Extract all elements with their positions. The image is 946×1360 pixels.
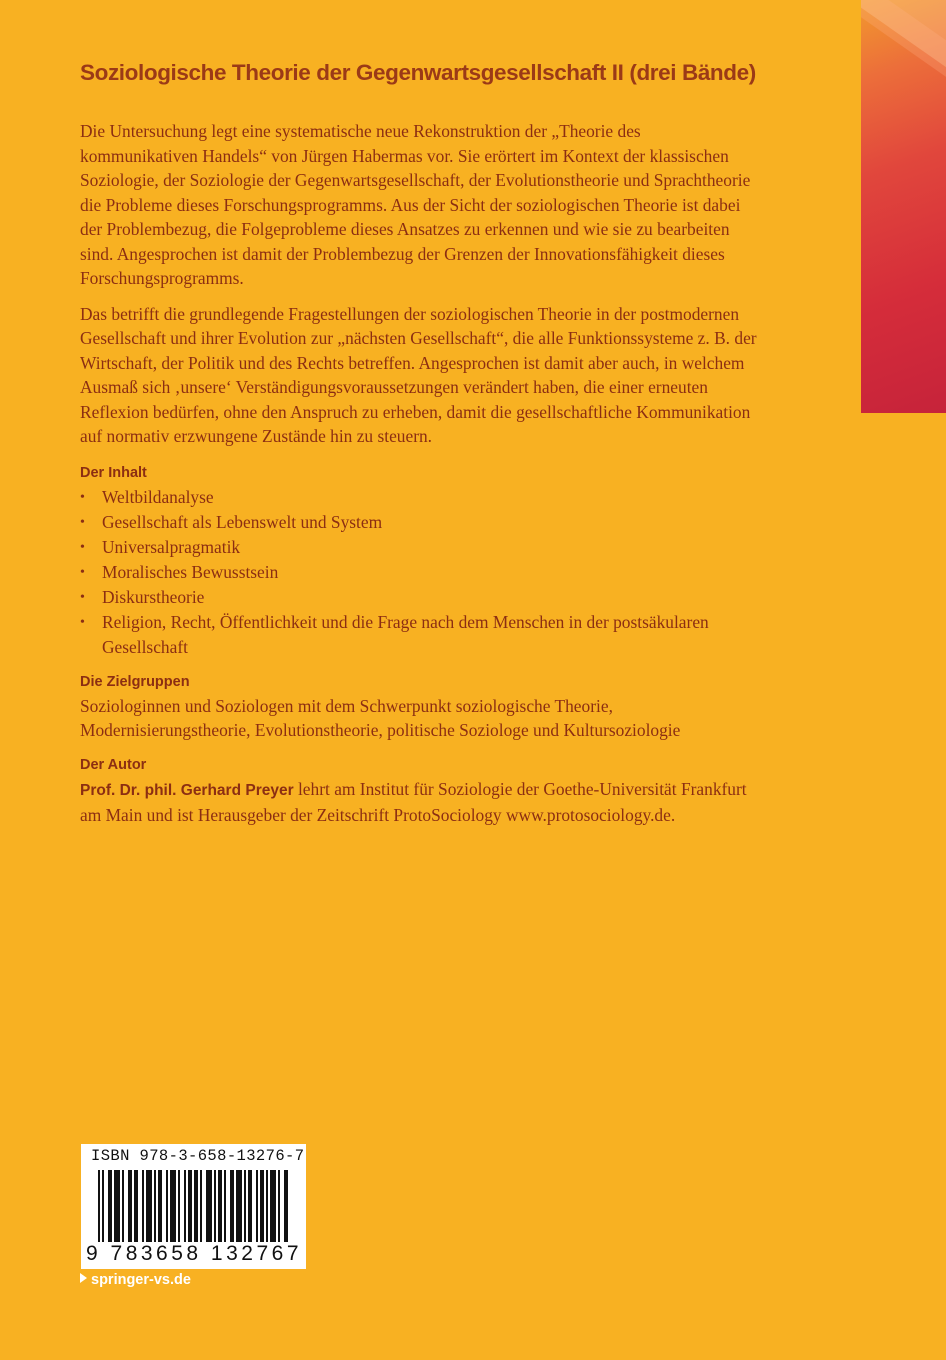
- list-item: • Moralisches Bewusstsein: [80, 560, 760, 585]
- back-cover-content: [80, 60, 760, 828]
- publisher-website[interactable]: [80, 1272, 191, 1288]
- barcode-bar: [224, 1170, 226, 1242]
- barcode-bar: [130, 1170, 132, 1242]
- barcode-bar: [250, 1170, 252, 1242]
- corner-decoration: [861, 0, 946, 413]
- barcode-bar: [240, 1170, 242, 1242]
- barcode-bar: [136, 1170, 138, 1242]
- barcode-bar: [148, 1170, 150, 1242]
- barcode-bar: [146, 1170, 148, 1242]
- intro-paragraph-2: Das betrifft die grundlegende Fragestellungen der soziologischen Theorie in der postmodernen Gesellschaft und ihrer Evolution zur „nächsten Gesellschaft“, die alle Funktionssysteme z. B. der Wirtschaft, der Politik und des Rechts betreffen. Angesprochen ist damit aber auch, in welchem Ausmaß sich ‚unsere‘ Verständigungsvoraussetzungen verändert haben, die einer erneuten Reflexion bedürfen, ohne den Anspruch zu erheben, damit die gesellschaftliche Kommunikation auf normativ erzwungene Zustände hin zu steuern.: [80, 303, 757, 446]
- barcode-bar: [278, 1170, 280, 1242]
- barcode-bar: [128, 1170, 130, 1242]
- list-item: • Universalpragmatik: [80, 535, 760, 560]
- ean-number: 9 783658 132767: [86, 1242, 302, 1265]
- list-item: • Religion, Recht, Öffentlichkeit und die Frage nach dem Menschen in der postsäkularen Gesellschaft: [80, 610, 760, 660]
- barcode-bar: [286, 1170, 288, 1242]
- barcode-bar: [194, 1170, 196, 1242]
- barcode-bar: [236, 1170, 238, 1242]
- author-bio: lehrt am Institut für Soziologie der Goethe-Universität Frankfurt am Main und ist Herausgeber der Zeitschrift ProtoSociology www.protosociology.de.: [80, 778, 747, 825]
- website-label: springer-vs.de: [91, 1272, 191, 1288]
- barcode-bar: [166, 1170, 168, 1242]
- barcode-bar: [208, 1170, 210, 1242]
- list-item: • Weltbildanalyse: [80, 485, 760, 510]
- barcode-bar: [178, 1170, 180, 1242]
- barcode-bar: [142, 1170, 144, 1242]
- barcode-bar: [116, 1170, 118, 1242]
- barcode-bar: [110, 1170, 112, 1242]
- barcode-bar: [98, 1170, 100, 1242]
- barcode-bar: [122, 1170, 124, 1242]
- barcode-bar: [108, 1170, 110, 1242]
- barcode-bar: [172, 1170, 174, 1242]
- barcode-bar: [190, 1170, 192, 1242]
- barcode-bar: [256, 1170, 258, 1242]
- isbn-number: ISBN 978-3-658-13276-7: [91, 1147, 305, 1165]
- barcode-bar: [244, 1170, 246, 1242]
- section-heading-inhalt: Der Inhalt: [80, 464, 147, 481]
- barcode-bar: [102, 1170, 104, 1242]
- author-name: Prof. Dr. phil. Gerhard Preyer: [80, 781, 294, 799]
- barcode-bar: [174, 1170, 176, 1242]
- barcode-bar: [196, 1170, 198, 1242]
- contents-list: [80, 485, 760, 660]
- section-heading-zielgruppen: Die Zielgruppen: [80, 673, 190, 690]
- barcode-bar: [118, 1170, 120, 1242]
- barcode-bar: [150, 1170, 152, 1242]
- section-heading-autor: Der Autor: [80, 756, 147, 773]
- barcode-bar: [232, 1170, 234, 1242]
- barcode-bar: [170, 1170, 172, 1242]
- list-item: • Gesellschaft als Lebenswelt und System: [80, 510, 760, 535]
- barcode-bar: [272, 1170, 274, 1242]
- autor-text: [80, 777, 760, 828]
- book-title: Soziologische Theorie der Gegenwartsgesellschaft II (drei Bände): [80, 60, 756, 85]
- barcode-bar: [154, 1170, 156, 1242]
- barcode-bar: [206, 1170, 208, 1242]
- barcode-bar: [266, 1170, 268, 1242]
- barcode-bar: [214, 1170, 216, 1242]
- section-zielgruppen: [80, 670, 760, 743]
- barcode-bar: [220, 1170, 222, 1242]
- barcode-bar: [160, 1170, 162, 1242]
- barcode-bar: [218, 1170, 220, 1242]
- barcode-bar: [262, 1170, 264, 1242]
- barcode-bar: [270, 1170, 272, 1242]
- barcode-bar: [248, 1170, 250, 1242]
- zielgruppen-text: Soziologinnen und Soziologen mit dem Schwerpunkt soziologische Theorie, Modernisierungstheorie, Evolutionstheorie, politische Soziologe und Kultursoziologie: [80, 695, 681, 740]
- barcode-bar: [260, 1170, 262, 1242]
- arrow-right-icon: [80, 1273, 87, 1283]
- barcode-bar: [184, 1170, 186, 1242]
- barcode-bar: [188, 1170, 190, 1242]
- section-inhalt: [80, 461, 760, 660]
- isbn-barcode: [81, 1144, 306, 1269]
- barcode-bar: [134, 1170, 136, 1242]
- barcode-bar: [158, 1170, 160, 1242]
- barcode-bar: [200, 1170, 202, 1242]
- barcode-bar: [284, 1170, 286, 1242]
- barcode-bar: [238, 1170, 240, 1242]
- barcode-bars: [98, 1170, 290, 1242]
- barcode-bar: [114, 1170, 116, 1242]
- barcode-bar: [210, 1170, 212, 1242]
- barcode-bar: [274, 1170, 276, 1242]
- section-autor: [80, 753, 760, 828]
- intro-paragraph-1: Die Untersuchung legt eine systematische neue Rekonstruktion der „Theorie des kommunikativen Handels“ von Jürgen Habermas vor. Sie erörtert im Kontext der klassischen Soziologie, der Soziologie der Gegenwartsgesellschaft, der Evolutionstheorie und Sprachtheorie die Probleme dieses Forschungsprogramms. Aus der Sicht der soziologischen Theorie ist dabei der Problembezug, die Folgeprobleme dieses Ansatzes zu erkennen und wie sie zu bearbeiten sind. Angesprochen ist damit der Problembezug der Grenzen der Innovationsfähigkeit dieses Forschungsprogramms.: [80, 121, 751, 288]
- barcode-bar: [230, 1170, 232, 1242]
- list-item: • Diskurstheorie: [80, 585, 760, 610]
